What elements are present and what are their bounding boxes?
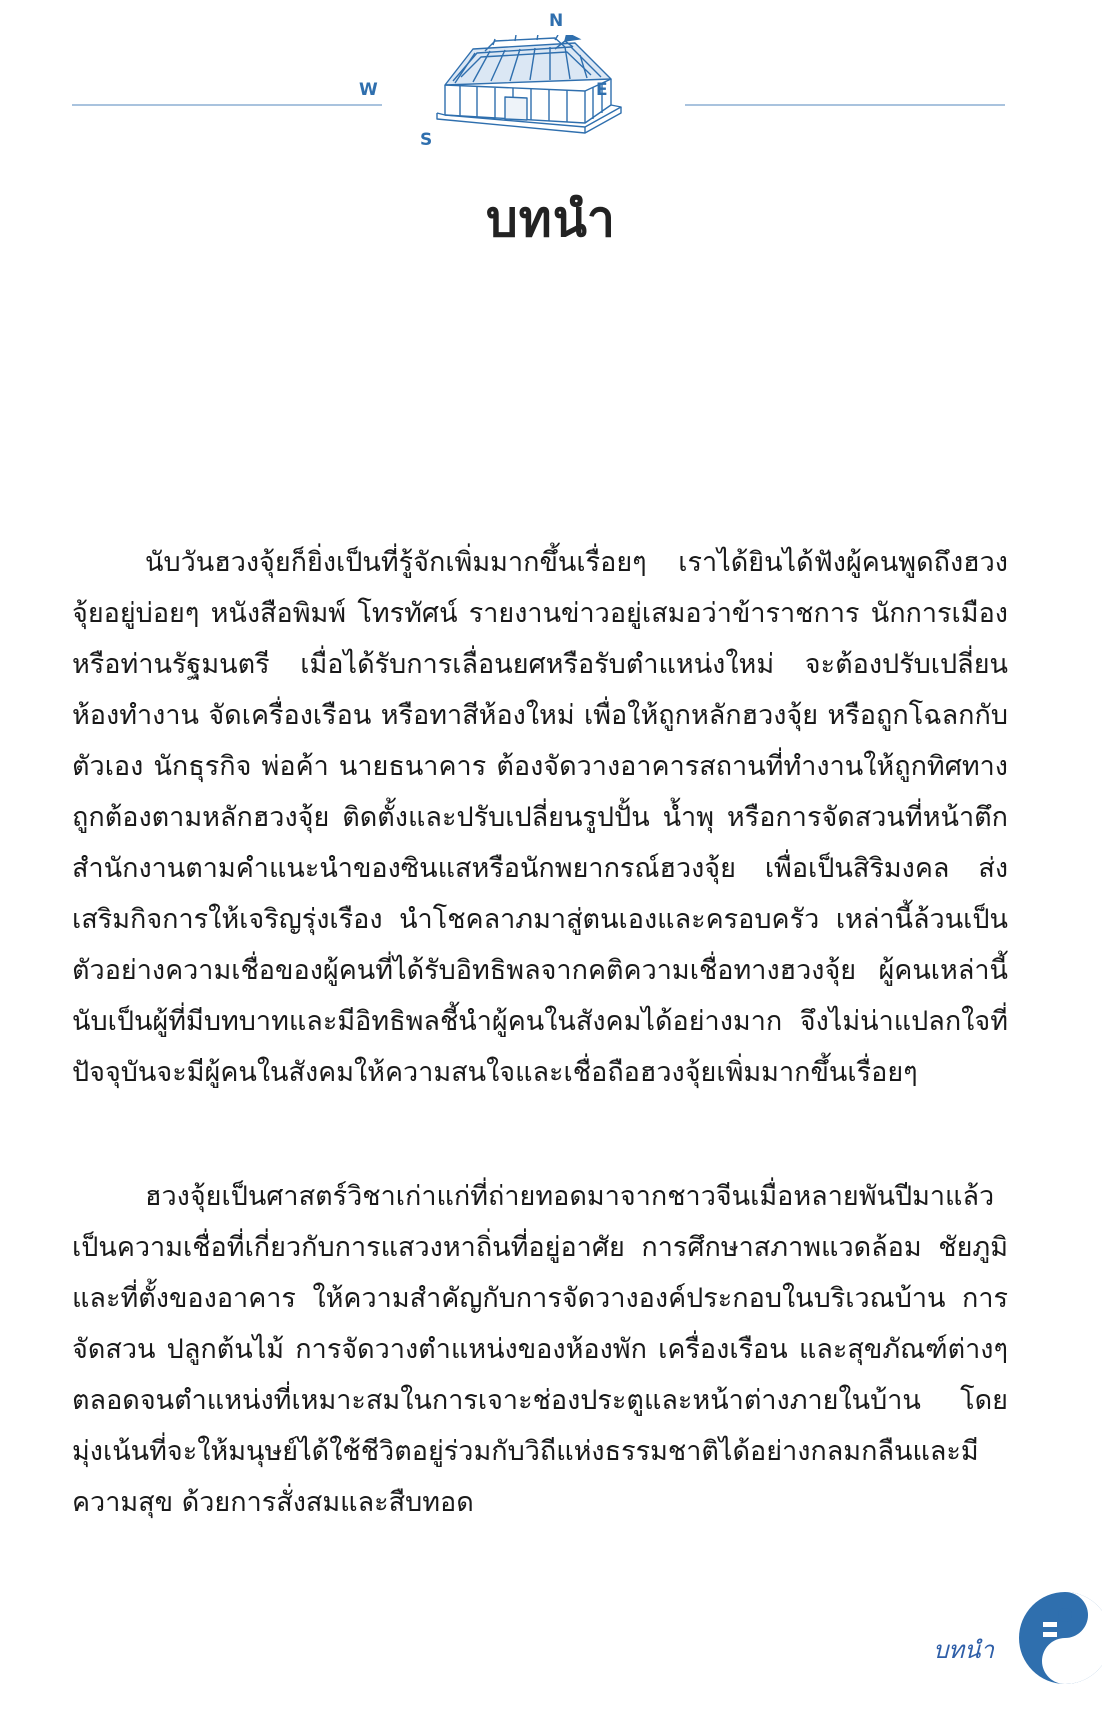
paragraph-text: นับวันฮวงจุ้ยก็ยิ่งเป็นที่รู้จักเพิ่มมากขึ้นเรื่อยๆ เราได้ยินได้ฟังผู้คนพูดถึงฮวงจุ้ยอยู่บ่อยๆ หนังสือพิมพ์ โทรทัศน์ รายงานข่าวอยู่เสมอว่าข้าราชการ นักการเมือง หรือท่านรัฐมนตรี เมื่อได้รับการเลื่อนยศหรือรับตำแหน่งใหม่ จะต้องปรับเปลี่ยนห้องทำงาน จัดเครื่องเรือน หรือทาสีห้องใหม่ เพื่อให้ถูกหลักฮวงจุ้ย หรือถูกโฉลกกับตัวเอง นักธุรกิจ พ่อค้า นายธนาคาร ต้องจัดวางอาคารสถานที่ทำงานให้ถูกทิศทาง ถูกต้องตามหลักฮวงจุ้ย ติดตั้งและปรับเปลี่ยนรูปปั้น น้ำพุ หรือการจัดสวนที่หน้าตึกสำนักงานตามคำแนะนำของซินแสหรือนักพยากรณ์ฮวงจุ้ย เพื่อเป็นสิริมงคล ส่งเสริมกิจการให้เจริญรุ่งเรือง นำโชคลาภมาสู่ตนเองและครอบครัว เหล่านี้ล้วนเป็นตัวอย่างความเชื่อของผู้คนที่ได้รับอิทธิพลจากคติความเชื่อทางฮวงจุ้ย ผู้คนเหล่านี้นับเป็นผู้ที่มีบทบาทและมีอิทธิพลชี้นำผู้คนในสังคมได้อย่างมาก จึงไม่น่าแปลกใจที่ปัจจุบันจะมีผู้คนในสังคมให้ความสนใจและเชื่อถือฮวงจุ้ยเพิ่มมากขึ้นเรื่อยๆ xyxy=(72,547,1008,1088)
body-paragraph-2 xyxy=(72,1171,1008,1528)
compass-north-label: N xyxy=(549,11,564,31)
chapter-title: บทนำ xyxy=(486,190,616,248)
header-rule-left xyxy=(72,104,382,106)
body-paragraph-1 xyxy=(72,537,1008,1098)
compass-west-label: W xyxy=(359,80,378,100)
compass-east-label: E xyxy=(596,80,608,100)
compass-south-label: S xyxy=(420,130,433,150)
header-rule-right xyxy=(685,104,1005,106)
yin-yang-icon xyxy=(1015,1588,1102,1688)
house-compass-icon xyxy=(415,35,680,145)
paragraph-text: ฮวงจุ้ยเป็นศาสตร์วิชาเก่าแก่ที่ถ่ายทอดมาจากชาวจีนเมื่อหลายพันปีมาแล้ว เป็นความเชื่อที่เกี่ยวกับการแสวงหาถิ่นที่อยู่อาศัย การศึกษาสภาพแวดล้อม ชัยภูมิ และที่ตั้งของอาคาร ให้ความสำคัญกับการจัดวางองค์ประกอบในบริเวณบ้าน การจัดสวน ปลูกต้นไม้ การจัดวางตำแหน่งของห้องพัก เครื่องเรือน และสุขภัณฑ์ต่างๆ ตลอดจนตำแหน่งที่เหมาะสมในการเจาะช่องประตูและหน้าต่างภายในบ้าน โดยมุ่งเน้นที่จะให้มนุษย์ได้ใช้ชีวิตอยู่ร่วมกับวิถีแห่งธรรมชาติได้อย่างกลมกลืนและมีความสุข ด้วยการสั่งสมและสืบทอด xyxy=(72,1181,1008,1518)
running-footer-label: บทนำ xyxy=(933,1636,994,1664)
